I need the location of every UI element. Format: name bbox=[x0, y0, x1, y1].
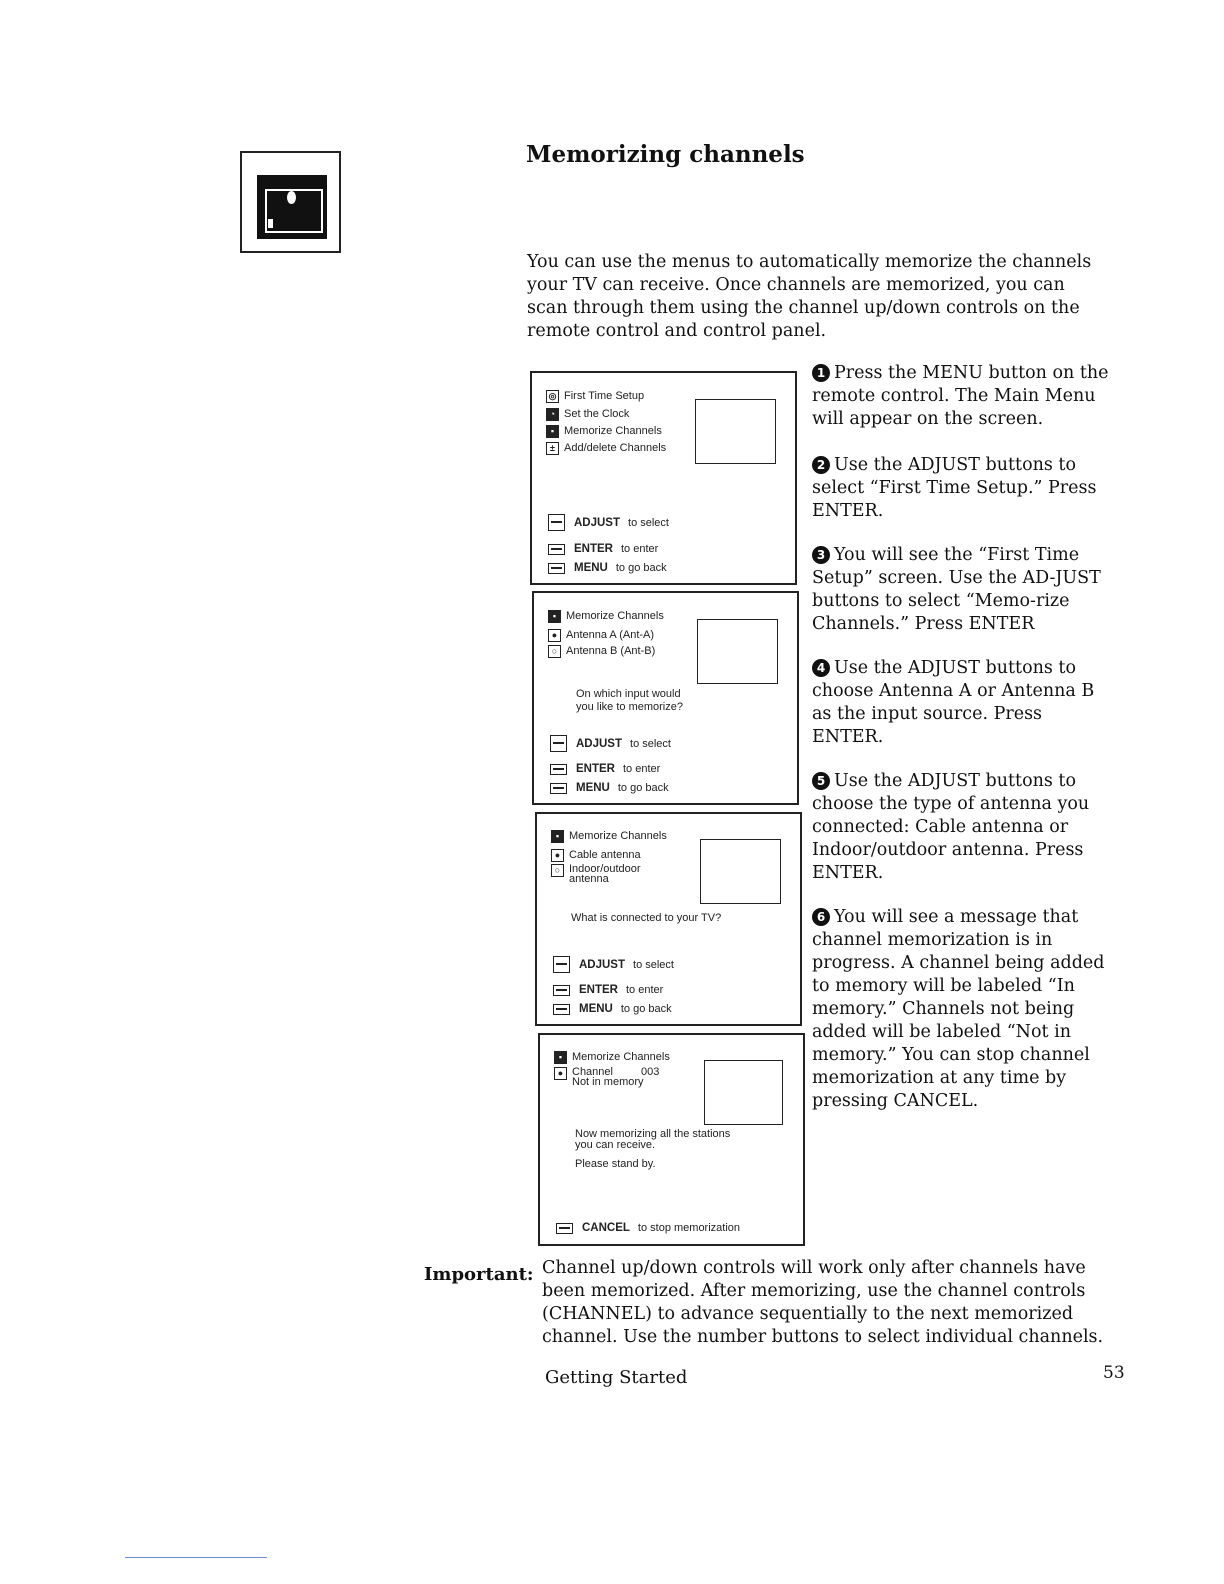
adjust-button-icon bbox=[553, 956, 570, 973]
chapter-icon bbox=[240, 151, 341, 253]
menu-button-icon bbox=[550, 783, 567, 794]
menu-button-icon bbox=[548, 563, 565, 574]
radio-selected-icon: ● bbox=[548, 629, 561, 642]
page-number: 53 bbox=[1103, 1363, 1125, 1383]
screen-message: What is connected to your TV? bbox=[571, 912, 722, 924]
step-5: 5 Use the ADJUST buttons to choose the type of antenna you connected: Cable antenna or Indoor/outdoor antenna. Press ENTER. bbox=[812, 771, 1090, 883]
picture-preview bbox=[700, 839, 781, 904]
divider bbox=[125, 1557, 267, 1558]
enter-button-icon bbox=[548, 544, 565, 555]
screen-message: Now memorizing all the stations you can receive. Please stand by. bbox=[575, 1128, 731, 1170]
command-row: MENU to go back bbox=[548, 562, 667, 574]
enter-button-icon bbox=[553, 985, 570, 996]
menu-item: ▪ Memorize Channels bbox=[546, 425, 662, 438]
memorize-channels-icon bbox=[257, 175, 327, 239]
memorize-icon: ▪ bbox=[548, 610, 561, 623]
screen-message: On which input would you like to memorize? bbox=[576, 688, 683, 713]
page-title: Memorizing channels bbox=[526, 141, 805, 168]
memorize-icon: ▪ bbox=[546, 425, 559, 438]
command-row: MENU to go back bbox=[550, 782, 669, 794]
menu-item: ▪ Memorize Channels bbox=[554, 1051, 670, 1064]
step-4: 4 Use the ADJUST buttons to choose Antenna A or Antenna B as the input source. Press ENTER. bbox=[812, 658, 1095, 747]
radio-icon: ○ bbox=[548, 645, 561, 658]
radio-selected-icon: ● bbox=[551, 849, 564, 862]
command-row: CANCEL to stop memorization bbox=[556, 1222, 740, 1234]
command-row: ENTER to enter bbox=[553, 984, 663, 996]
footer-section: Getting Started bbox=[545, 1367, 688, 1388]
menu-item: ● Cable antenna bbox=[551, 849, 641, 862]
menu-item: ± Add/delete Channels bbox=[546, 442, 666, 455]
command-row: MENU to go back bbox=[553, 1003, 672, 1015]
intro-paragraph: You can use the menus to automatically memorize the channels your TV can receive. Once channels are memorized, you can scan through them using the channel up/down controls on the remote control and control panel. bbox=[527, 252, 1092, 341]
add-delete-icon: ± bbox=[546, 442, 559, 455]
radio-selected-icon: ● bbox=[554, 1067, 567, 1080]
command-row: ADJUST to select bbox=[548, 514, 669, 531]
menu-button-icon bbox=[553, 1004, 570, 1015]
menu-item: ● Channel 003 Not in memory bbox=[554, 1067, 659, 1087]
step-2: 2 Use the ADJUST buttons to select “First Time Setup.” Press ENTER. bbox=[812, 455, 1097, 521]
important-label: Important: bbox=[424, 1264, 534, 1285]
radio-icon: ○ bbox=[551, 864, 564, 877]
setup-icon: ◎ bbox=[546, 390, 559, 403]
command-row: ENTER to enter bbox=[550, 763, 660, 775]
menu-item: ○ Antenna B (Ant-B) bbox=[548, 645, 655, 658]
menu-item: ● Antenna A (Ant-A) bbox=[548, 629, 654, 642]
important-text: Channel up/down controls will work only after channels have been memorized. After memorizing, use the channel controls (CHANNEL) to advance sequentially to the next memorized channel. Use the number buttons to select individual channels. bbox=[542, 1258, 1104, 1347]
memorize-icon: ▪ bbox=[554, 1051, 567, 1064]
memorize-icon: ▪ bbox=[551, 830, 564, 843]
adjust-button-icon bbox=[550, 735, 567, 752]
menu-item: ▪ Memorize Channels bbox=[548, 610, 664, 623]
adjust-button-icon bbox=[548, 514, 565, 531]
picture-preview bbox=[704, 1060, 783, 1125]
menu-item: ◔ Set the Clock bbox=[546, 408, 629, 421]
menu-item: ○ Indoor/outdoor antenna bbox=[551, 864, 641, 884]
clock-icon: ◔ bbox=[546, 408, 559, 421]
screen-memorizing bbox=[538, 1033, 805, 1246]
step-6: 6 You will see a message that channel memorization is in progress. A channel being added to memory will be labeled “In memory.” Channels not being added will be labeled “Not in memory.” You can stop channel memorization at any time by pressing CANCEL. bbox=[812, 907, 1105, 1111]
cancel-button-icon bbox=[556, 1223, 573, 1234]
menu-item: ▪ Memorize Channels bbox=[551, 830, 667, 843]
step-1: 1 Press the MENU button on the remote control. The Main Menu will appear on the screen. bbox=[812, 363, 1109, 429]
menu-item: ◎ First Time Setup bbox=[546, 390, 644, 403]
enter-button-icon bbox=[550, 764, 567, 775]
picture-preview bbox=[697, 619, 778, 684]
picture-preview bbox=[695, 399, 776, 464]
screen-main-menu bbox=[530, 371, 797, 585]
command-row: ENTER to enter bbox=[548, 543, 658, 555]
screen-antenna-input bbox=[532, 591, 799, 805]
command-row: ADJUST to select bbox=[553, 956, 674, 973]
command-row: ADJUST to select bbox=[550, 735, 671, 752]
screen-antenna-type bbox=[535, 812, 802, 1026]
step-3: 3 You will see the “First Time Setup” screen. Use the AD-JUST buttons to select “Memo-rize Channels.” Press ENTER bbox=[812, 545, 1101, 634]
